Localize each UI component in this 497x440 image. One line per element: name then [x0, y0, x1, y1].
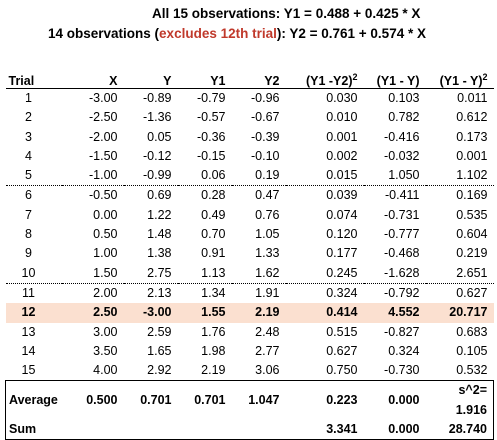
sum-cell-trial: Sum	[6, 420, 62, 440]
average-row	[6, 381, 494, 420]
header-row	[6, 62, 494, 89]
cell-y1-y-sq: 0.612	[456, 110, 488, 125]
cell-y1-y: -0.731	[384, 207, 420, 222]
average-cell-y2: 1.047	[232, 381, 286, 420]
cell-y2: 2.19	[232, 303, 286, 322]
cell-trial: 11	[6, 283, 62, 303]
cell-y1-y2-sq: 0.074	[326, 207, 358, 222]
cell-y1-y-sq: 1.102	[456, 168, 488, 183]
cell-y1-y2-sq: 0.750	[326, 363, 358, 378]
table-row	[6, 283, 494, 303]
cell-y1-y2-sq: 0.120	[326, 227, 358, 242]
sum-cell-y2	[232, 420, 286, 440]
cell-y1-y: 0.324	[388, 343, 420, 358]
cell-y2: 0.76	[255, 207, 280, 222]
cell-y: 1.65	[147, 343, 172, 358]
average-cell-y: 0.701	[124, 381, 178, 420]
cell-y2: -0.96	[251, 91, 280, 105]
cell-y1-y: 1.050	[388, 168, 420, 183]
header-line-2-pre: 14 observations (	[48, 26, 160, 41]
cell-trial: 3	[25, 129, 32, 144]
cell-x: 3.00	[93, 324, 118, 339]
cell-y1: 1.13	[201, 265, 226, 280]
cell-trial: 7	[25, 207, 32, 222]
cell-y1-y-sq: 0.604	[456, 227, 488, 242]
table-row	[6, 166, 494, 186]
col-header-x: X	[62, 62, 124, 89]
cell-y1: -0.57	[197, 110, 226, 125]
cell-y: 1.48	[147, 227, 172, 242]
data-table	[5, 62, 494, 440]
average-cell-trial: Average	[6, 381, 62, 420]
cell-y: -1.36	[143, 110, 172, 125]
table-row	[6, 108, 494, 127]
cell-y1-y-sq: 0.001	[456, 148, 488, 163]
cell-y1-y2-sq: 0.030	[326, 91, 358, 105]
table-row	[6, 244, 494, 263]
cell-y: -0.99	[143, 168, 172, 183]
cell-y1-y2-sq: 0.324	[286, 283, 364, 303]
cell-y2: 1.62	[255, 265, 280, 280]
cell-x: 1.00	[93, 246, 118, 261]
table-row	[6, 225, 494, 244]
table-row	[6, 342, 494, 361]
cell-y1-y: -0.730	[384, 363, 420, 378]
header-line-2	[48, 26, 497, 41]
cell-trial: 6	[6, 186, 62, 206]
cell-y1-y: -0.032	[384, 148, 420, 163]
header-line-1: All 15 observations: Y1 = 0.488 + 0.425 * X	[152, 6, 421, 21]
cell-y1: 1.55	[178, 303, 232, 322]
cell-y1-y-sq: 20.717	[426, 303, 494, 322]
average-cell-y1: 0.701	[178, 381, 232, 420]
cell-y1: 0.28	[178, 186, 232, 206]
table-row	[6, 206, 494, 225]
cell-x: -2.50	[89, 110, 118, 125]
cell-y1-y: -0.827	[384, 324, 420, 339]
cell-y1: 1.76	[201, 324, 226, 339]
cell-y2: 0.47	[232, 186, 286, 206]
cell-y1-y-sq: 0.219	[456, 246, 488, 261]
cell-y1-y: 0.103	[388, 91, 420, 105]
sum-cell-y	[124, 420, 178, 440]
cell-y: 2.59	[147, 324, 172, 339]
cell-x: -1.00	[89, 168, 118, 183]
cell-trial: 9	[25, 246, 32, 261]
cell-y1: 0.70	[201, 227, 226, 242]
cell-y2: -0.39	[251, 129, 280, 144]
cell-x: 0.50	[93, 227, 118, 242]
col-header-y1-y2-squared: (Y1 -Y2)$^2$	[286, 62, 364, 89]
cell-y1-y2-sq: 0.010	[326, 110, 358, 125]
cell-y2: 1.91	[232, 283, 286, 303]
cell-x: -2.00	[89, 129, 118, 144]
cell-y1-y2-sq: 0.627	[326, 343, 358, 358]
cell-y1-y2-sq: 0.515	[326, 324, 358, 339]
sum-row	[6, 420, 494, 440]
cell-y1: -0.36	[197, 129, 226, 144]
cell-y: 0.69	[124, 186, 178, 206]
cell-y2: 1.05	[255, 227, 280, 242]
table-row	[6, 361, 494, 381]
cell-trial: 1	[25, 91, 32, 105]
cell-y1: -0.15	[197, 148, 226, 163]
cell-y1-y-sq: 0.683	[456, 324, 488, 339]
cell-x: -0.50	[62, 186, 124, 206]
table-row	[6, 89, 494, 109]
cell-y1-y: -0.792	[364, 283, 426, 303]
cell-trial: 2	[25, 110, 32, 125]
cell-y1-y2-sq: 0.015	[326, 168, 358, 183]
col-header-y1-y-squared: (Y1 - Y)$^2$	[426, 62, 494, 89]
cell-y: 1.38	[147, 246, 172, 261]
cell-y1-y2-sq: 0.039	[286, 186, 364, 206]
cell-y: 2.75	[147, 265, 172, 280]
cell-y1-y-sq: 0.535	[456, 207, 488, 222]
table-row	[6, 323, 494, 342]
cell-y1: 0.06	[201, 168, 226, 183]
cell-trial: 10	[21, 265, 36, 280]
cell-y2: 1.33	[255, 246, 280, 261]
cell-y1-y: -0.777	[384, 227, 420, 242]
cell-x: -3.00	[89, 91, 118, 105]
cell-y2: 0.19	[255, 168, 280, 183]
sum-cell-y1-y2-sq: 3.341	[286, 420, 364, 440]
cell-y1-y-sq: 2.651	[456, 265, 488, 280]
cell-y1: 0.49	[201, 207, 226, 222]
cell-x: 0.00	[93, 207, 118, 222]
header-line-2-highlight: excludes 12th trial	[159, 26, 277, 41]
cell-y1: 1.34	[178, 283, 232, 303]
cell-y2: -0.67	[251, 110, 280, 125]
average-cell-y1-y-sq: s^2= 1.916	[426, 381, 494, 420]
cell-y: 2.92	[147, 363, 172, 378]
average-cell-x: 0.500	[62, 381, 124, 420]
cell-trial: 4	[25, 148, 32, 163]
table-row	[6, 303, 494, 322]
cell-y2: 2.48	[255, 324, 280, 339]
sum-cell-y1	[178, 420, 232, 440]
cell-y1-y2-sq: 0.414	[286, 303, 364, 322]
cell-y1-y2-sq: 0.002	[326, 148, 358, 163]
sum-cell-y1-y-sq: 28.740	[426, 420, 494, 440]
cell-y1-y: 0.782	[388, 110, 420, 125]
cell-y1-y-sq: 0.105	[456, 343, 488, 358]
cell-y1-y: -1.628	[384, 265, 420, 280]
cell-x: 2.50	[62, 303, 124, 322]
cell-y: -3.00	[124, 303, 178, 322]
cell-y2: 2.77	[255, 343, 280, 358]
cell-y1-y: -0.411	[364, 186, 426, 206]
cell-y: 2.13	[124, 283, 178, 303]
cell-y1-y-sq: 0.627	[426, 283, 494, 303]
cell-y1-y: -0.416	[384, 129, 420, 144]
cell-y2: 3.06	[255, 363, 280, 378]
cell-x: 1.50	[93, 265, 118, 280]
average-cell-y1-y: 0.000	[364, 381, 426, 420]
cell-y1-y: 4.552	[364, 303, 426, 322]
cell-y1-y: -0.468	[384, 246, 420, 261]
col-header-trial: Trial	[6, 62, 62, 89]
col-header-y1: Y1	[178, 62, 232, 89]
cell-y1-y-sq: 0.169	[426, 186, 494, 206]
sum-cell-y1-y: 0.000	[364, 420, 426, 440]
cell-y1-y2-sq: 0.245	[326, 265, 358, 280]
cell-y1: 0.91	[201, 246, 226, 261]
col-header-y1-y: (Y1 - Y)	[364, 62, 426, 89]
table-row	[6, 128, 494, 147]
cell-trial: 12	[6, 303, 62, 322]
cell-trial: 5	[25, 168, 32, 183]
cell-y1-y-sq: 0.173	[456, 129, 488, 144]
average-cell-y1-y2-sq: 0.223	[286, 381, 364, 420]
table-row	[6, 264, 494, 284]
cell-x: 2.00	[62, 283, 124, 303]
cell-y2: -0.10	[251, 148, 280, 163]
cell-trial: 13	[21, 324, 36, 339]
cell-y1: -0.79	[197, 91, 226, 105]
cell-y: 0.05	[147, 129, 172, 144]
table-row	[6, 186, 494, 206]
cell-y1-y2-sq: 0.001	[326, 129, 358, 144]
cell-x: 4.00	[93, 363, 118, 378]
cell-y: -0.89	[143, 91, 172, 105]
cell-y: 1.22	[147, 207, 172, 222]
col-header-y2: Y2	[232, 62, 286, 89]
cell-y1-y-sq: 0.532	[456, 363, 488, 378]
cell-trial: 8	[25, 227, 32, 242]
cell-y1-y2-sq: 0.177	[326, 246, 358, 261]
col-header-y: Y	[124, 62, 178, 89]
cell-y1: 1.98	[201, 343, 226, 358]
cell-x: -1.50	[89, 148, 118, 163]
sum-cell-x	[62, 420, 124, 440]
cell-x: 3.50	[93, 343, 118, 358]
cell-y1: 2.19	[201, 363, 226, 378]
cell-y1-y-sq: 0.011	[457, 91, 488, 105]
cell-trial: 14	[21, 343, 36, 358]
table-row	[6, 147, 494, 166]
cell-trial: 15	[21, 363, 36, 378]
header-line-2-post: ): Y2 = 0.761 + 0.574 * X	[276, 26, 426, 41]
cell-y: -0.12	[143, 148, 172, 163]
